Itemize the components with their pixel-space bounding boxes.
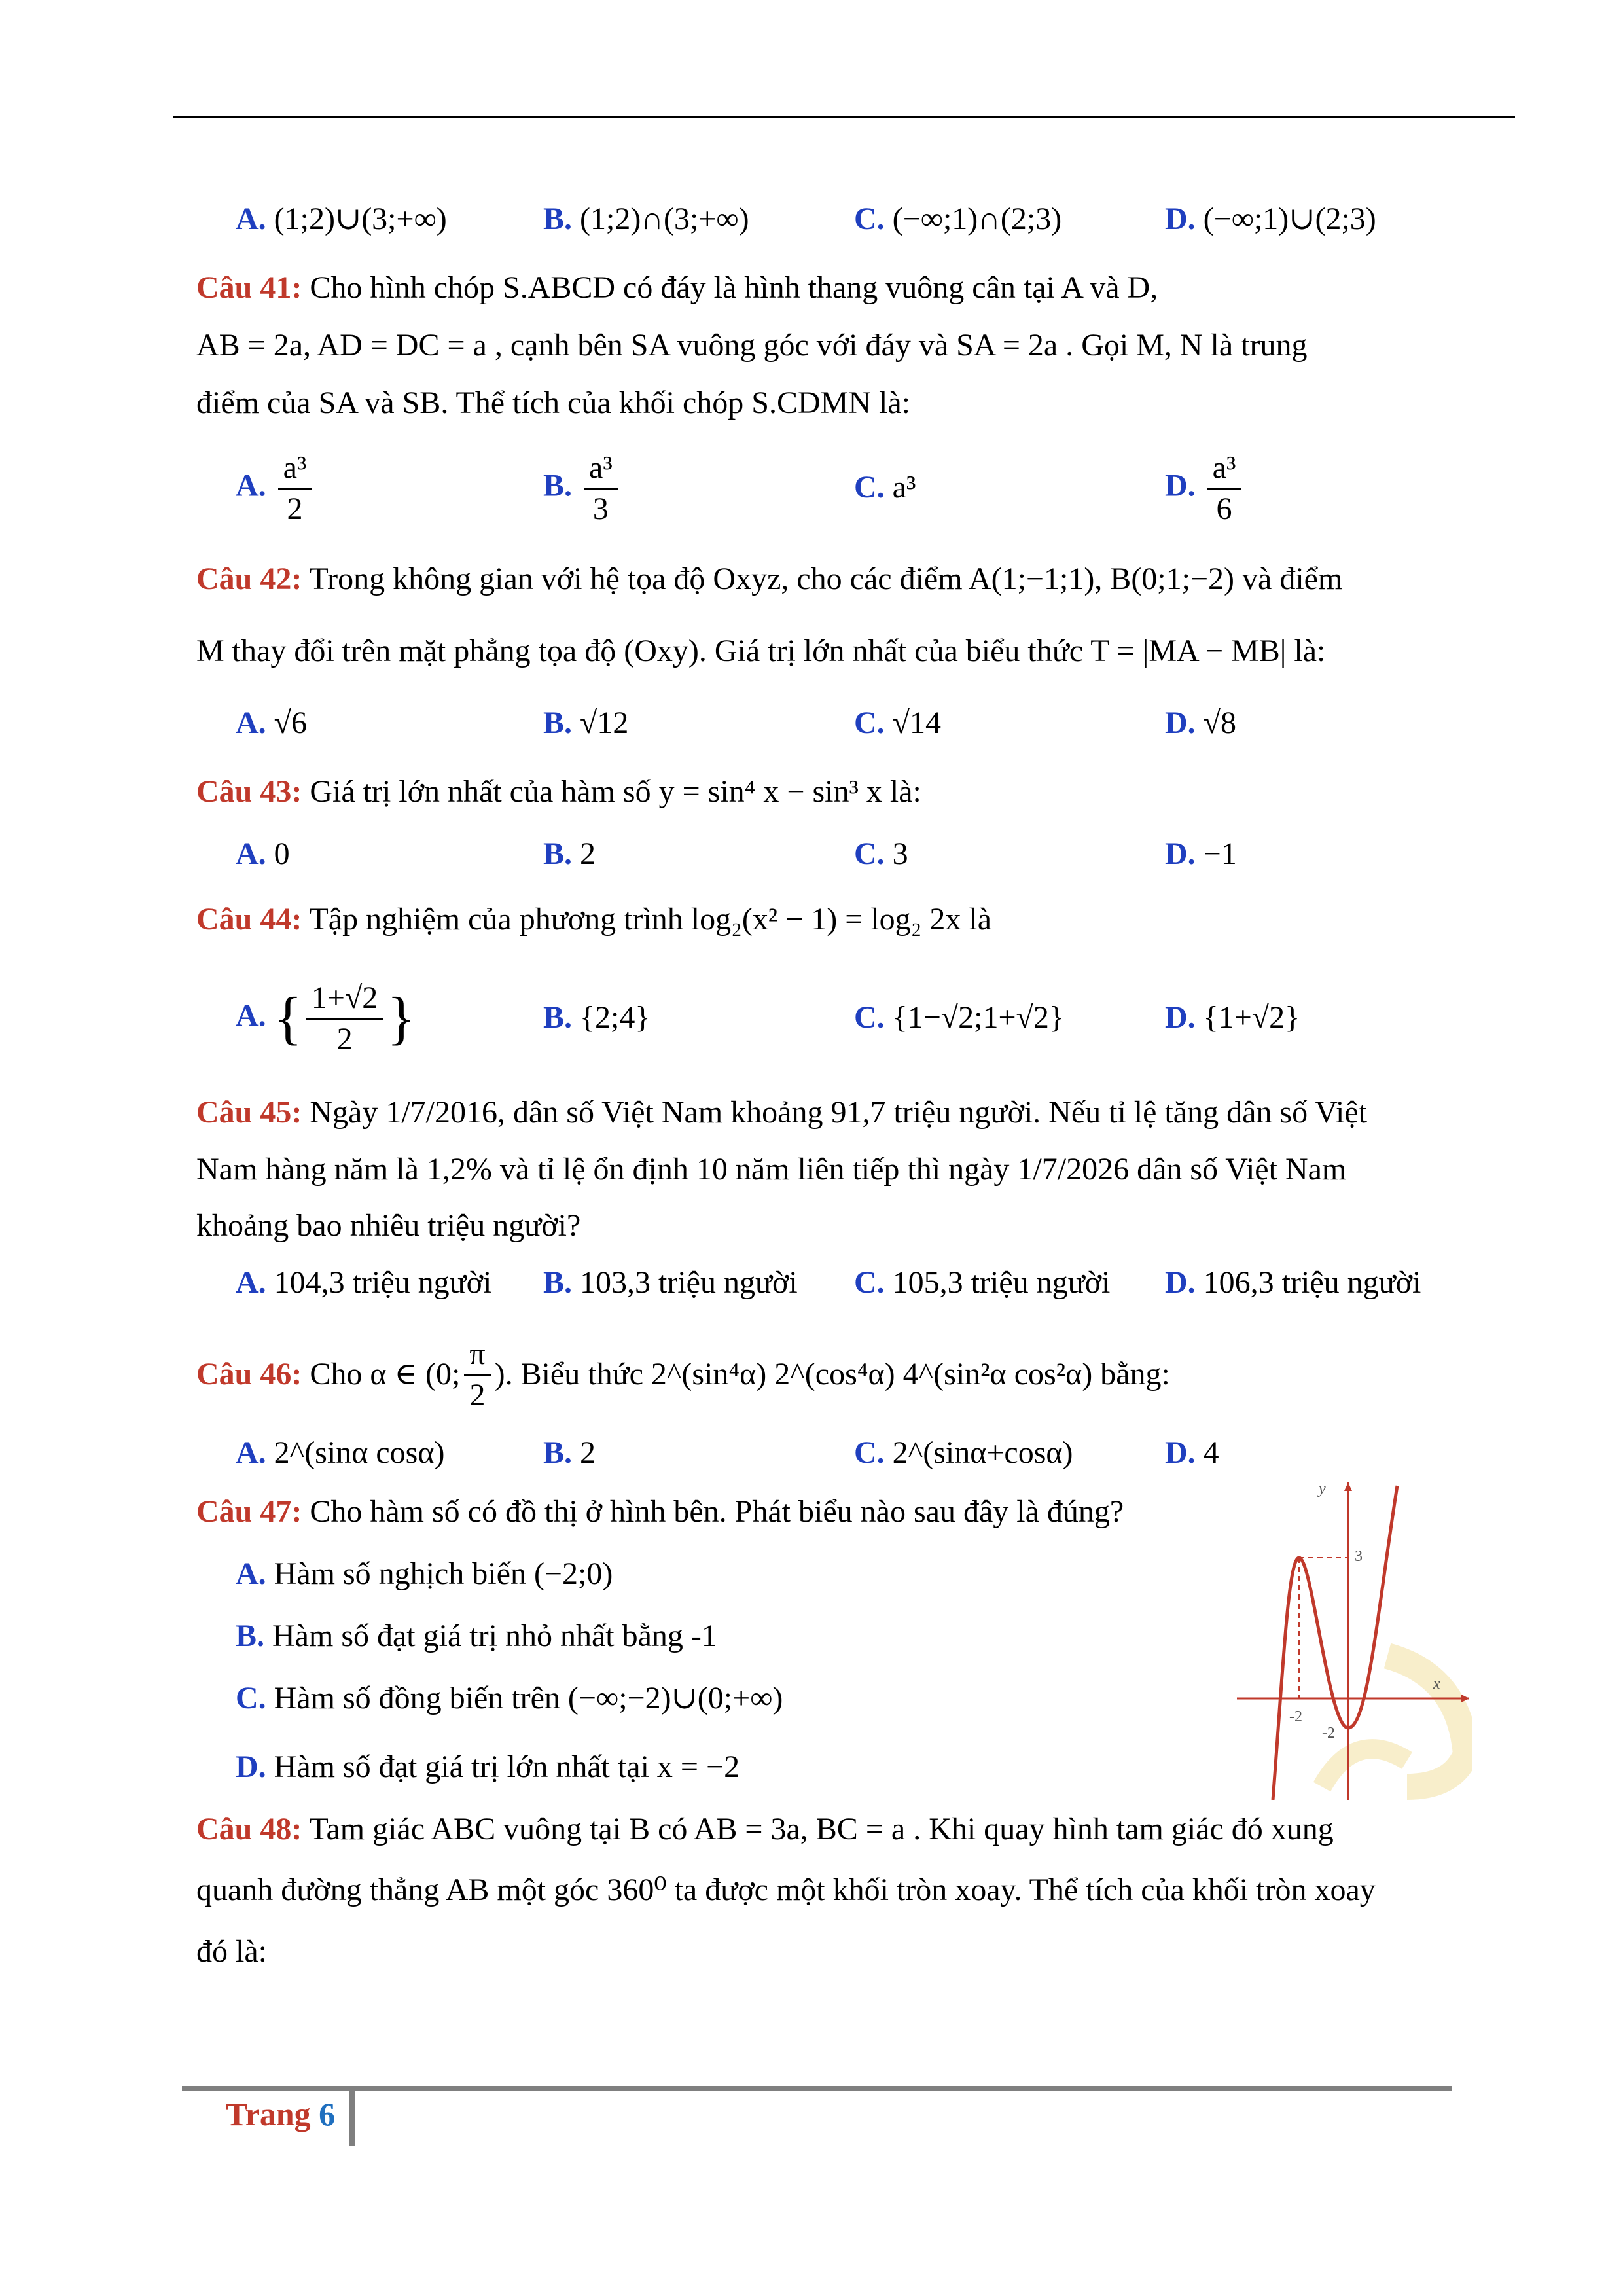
tick-3: 3: [1355, 1548, 1363, 1565]
fraction: $\frac{\text{a³}}{6}$: [1207, 448, 1241, 529]
y-axis-label: y: [1319, 1480, 1326, 1498]
q47-option-c: C. Hàm số đồng biến trên (−∞;−2)∪(0;+∞): [236, 1681, 783, 1715]
footer-rule: [182, 2086, 1452, 2091]
page-number: Trang 6: [226, 2096, 336, 2132]
y-axis-arrow: [1344, 1482, 1352, 1491]
q44-line1: Câu 44: Tập nghiệm của phương trình log₂(x² − 1) = log₂ 2x là: [196, 902, 992, 937]
q45-option-a: A. 104,3 triệu người: [236, 1265, 492, 1300]
q46-option-d: D. 4: [1165, 1435, 1219, 1470]
q47-line1: Câu 47: Cho hàm số có đồ thị ở hình bên. Phát biểu nào sau đây là đúng?: [196, 1494, 1124, 1529]
q47-function-graph: [1237, 1479, 1472, 1800]
q41-option-b: B. $\frac{\text{a³}}{3}$: [543, 448, 622, 529]
q46-option-a: A. 2^(sinα cosα): [236, 1435, 445, 1470]
q44-option-b: B. {2;4}: [543, 1000, 651, 1035]
q45-option-d: D. 106,3 triệu người: [1165, 1265, 1421, 1300]
q42-option-c: C. √14: [854, 706, 942, 740]
q44-option-c: C. {1−√2;1+√2}: [854, 1000, 1064, 1035]
q46-line1: Câu 46: Cho α ∈ (0; $\frac{\pi}{2}$ ). Biểu thức 2^(sin⁴α) 2^(cos⁴α) 4^(sin²α cos²α) bằng:: [196, 1338, 1440, 1410]
q40-option-a: A. (1;2)∪(3;+∞): [236, 202, 447, 236]
watermark-arc-2: [1322, 1749, 1407, 1787]
tick-x-neg2: -2: [1289, 1708, 1302, 1725]
q43-option-b: B. 2: [543, 836, 596, 871]
q48-line1: Câu 48: Tam giác ABC vuông tại B có AB = 3a, BC = a . Khi quay hình tam giác đó xung: [196, 1812, 1334, 1846]
q40-option-c: C. (−∞;1)∩(2;3): [854, 202, 1062, 236]
q40-option-b: B. (1;2)∩(3;+∞): [543, 202, 749, 236]
q41-line1: Câu 41: Cho hình chóp S.ABCD có đáy là hình thang vuông cân tại A và D,: [196, 270, 1158, 305]
q45-option-b: B. 103,3 triệu người: [543, 1265, 798, 1300]
q45-line3: khoảng bao nhiêu triệu người?: [196, 1208, 581, 1243]
fraction: $\frac{1+√2}{2}$: [306, 978, 383, 1059]
q46-option-c: C. 2^(sinα+cosα): [854, 1435, 1073, 1470]
q41-option-d: D. $\frac{\text{a³}}{6}$: [1165, 448, 1245, 529]
left-brace: {: [274, 986, 302, 1051]
fraction: $\frac{\pi}{2}$: [464, 1335, 490, 1415]
q43-option-d: D. −1: [1165, 836, 1237, 871]
q42-line1: Câu 42: Trong không gian với hệ tọa độ Oxyz, cho các điểm A(1;−1;1), B(0;1;−2) và điểm: [196, 562, 1343, 596]
q48-line3: đó là:: [196, 1934, 267, 1969]
q40-option-d: D. (−∞;1)∪(2;3): [1165, 202, 1376, 236]
x-axis-label: x: [1433, 1676, 1440, 1693]
q48-line2: quanh đường thẳng AB một góc 360⁰ ta được một khối tròn xoay. Thể tích của khối tròn xoay: [196, 1873, 1376, 1907]
q43-line1: Câu 43: Giá trị lớn nhất của hàm số y = sin⁴ x − sin³ x là:: [196, 774, 921, 809]
q44-option-d: D. {1+√2}: [1165, 1000, 1300, 1035]
q43-option-a: A. 0: [236, 836, 290, 871]
fraction: $\frac{\text{a³}}{2}$: [278, 448, 312, 529]
q47-option-b: B. Hàm số đạt giá trị nhỏ nhất bằng -1: [236, 1619, 717, 1653]
q43-option-c: C. 3: [854, 836, 908, 871]
q47-option-d: D. Hàm số đạt giá trị lớn nhất tại x = −2: [236, 1749, 740, 1784]
header-rule: [173, 116, 1515, 118]
right-brace: }: [387, 986, 416, 1051]
q47-option-a: A. Hàm số nghịch biến (−2;0): [236, 1556, 613, 1591]
q41-option-a: A. $\frac{\text{a³}}{2}$: [236, 448, 315, 529]
q41-line2: AB = 2a, AD = DC = a , cạnh bên SA vuông góc với đáy và SA = 2a . Gọi M, N là trung: [196, 328, 1308, 363]
q45-option-c: C. 105,3 triệu người: [854, 1265, 1111, 1300]
fraction: $\frac{\text{a³}}{3}$: [584, 448, 618, 529]
q46-option-b: B. 2: [543, 1435, 596, 1470]
q41-line3: điểm của SA và SB. Thể tích của khối chóp S.CDMN là:: [196, 386, 910, 420]
footer-divider: [349, 2091, 355, 2146]
q42-option-d: D. √8: [1165, 706, 1237, 740]
q45-line2: Nam hàng năm là 1,2% và tỉ lệ ổn định 10 năm liên tiếp thì ngày 1/7/2026 dân số Việt Nam: [196, 1152, 1347, 1187]
q44-option-a: A. { $\frac{1+√2}{2}$ }: [236, 978, 416, 1059]
q42-option-b: B. √12: [543, 706, 629, 740]
q42-line2: M thay đổi trên mặt phẳng tọa độ (Oxy). Giá trị lớn nhất của biểu thức T = |MA − MB| là:: [196, 634, 1326, 668]
q42-option-a: A. √6: [236, 706, 308, 740]
q45-line1: Câu 45: Ngày 1/7/2016, dân số Việt Nam khoảng 91,7 triệu người. Nếu tỉ lệ tăng dân số Việt: [196, 1095, 1367, 1130]
q41-option-c: C. a³: [854, 470, 916, 505]
tick-y-neg2: -2: [1322, 1725, 1335, 1742]
